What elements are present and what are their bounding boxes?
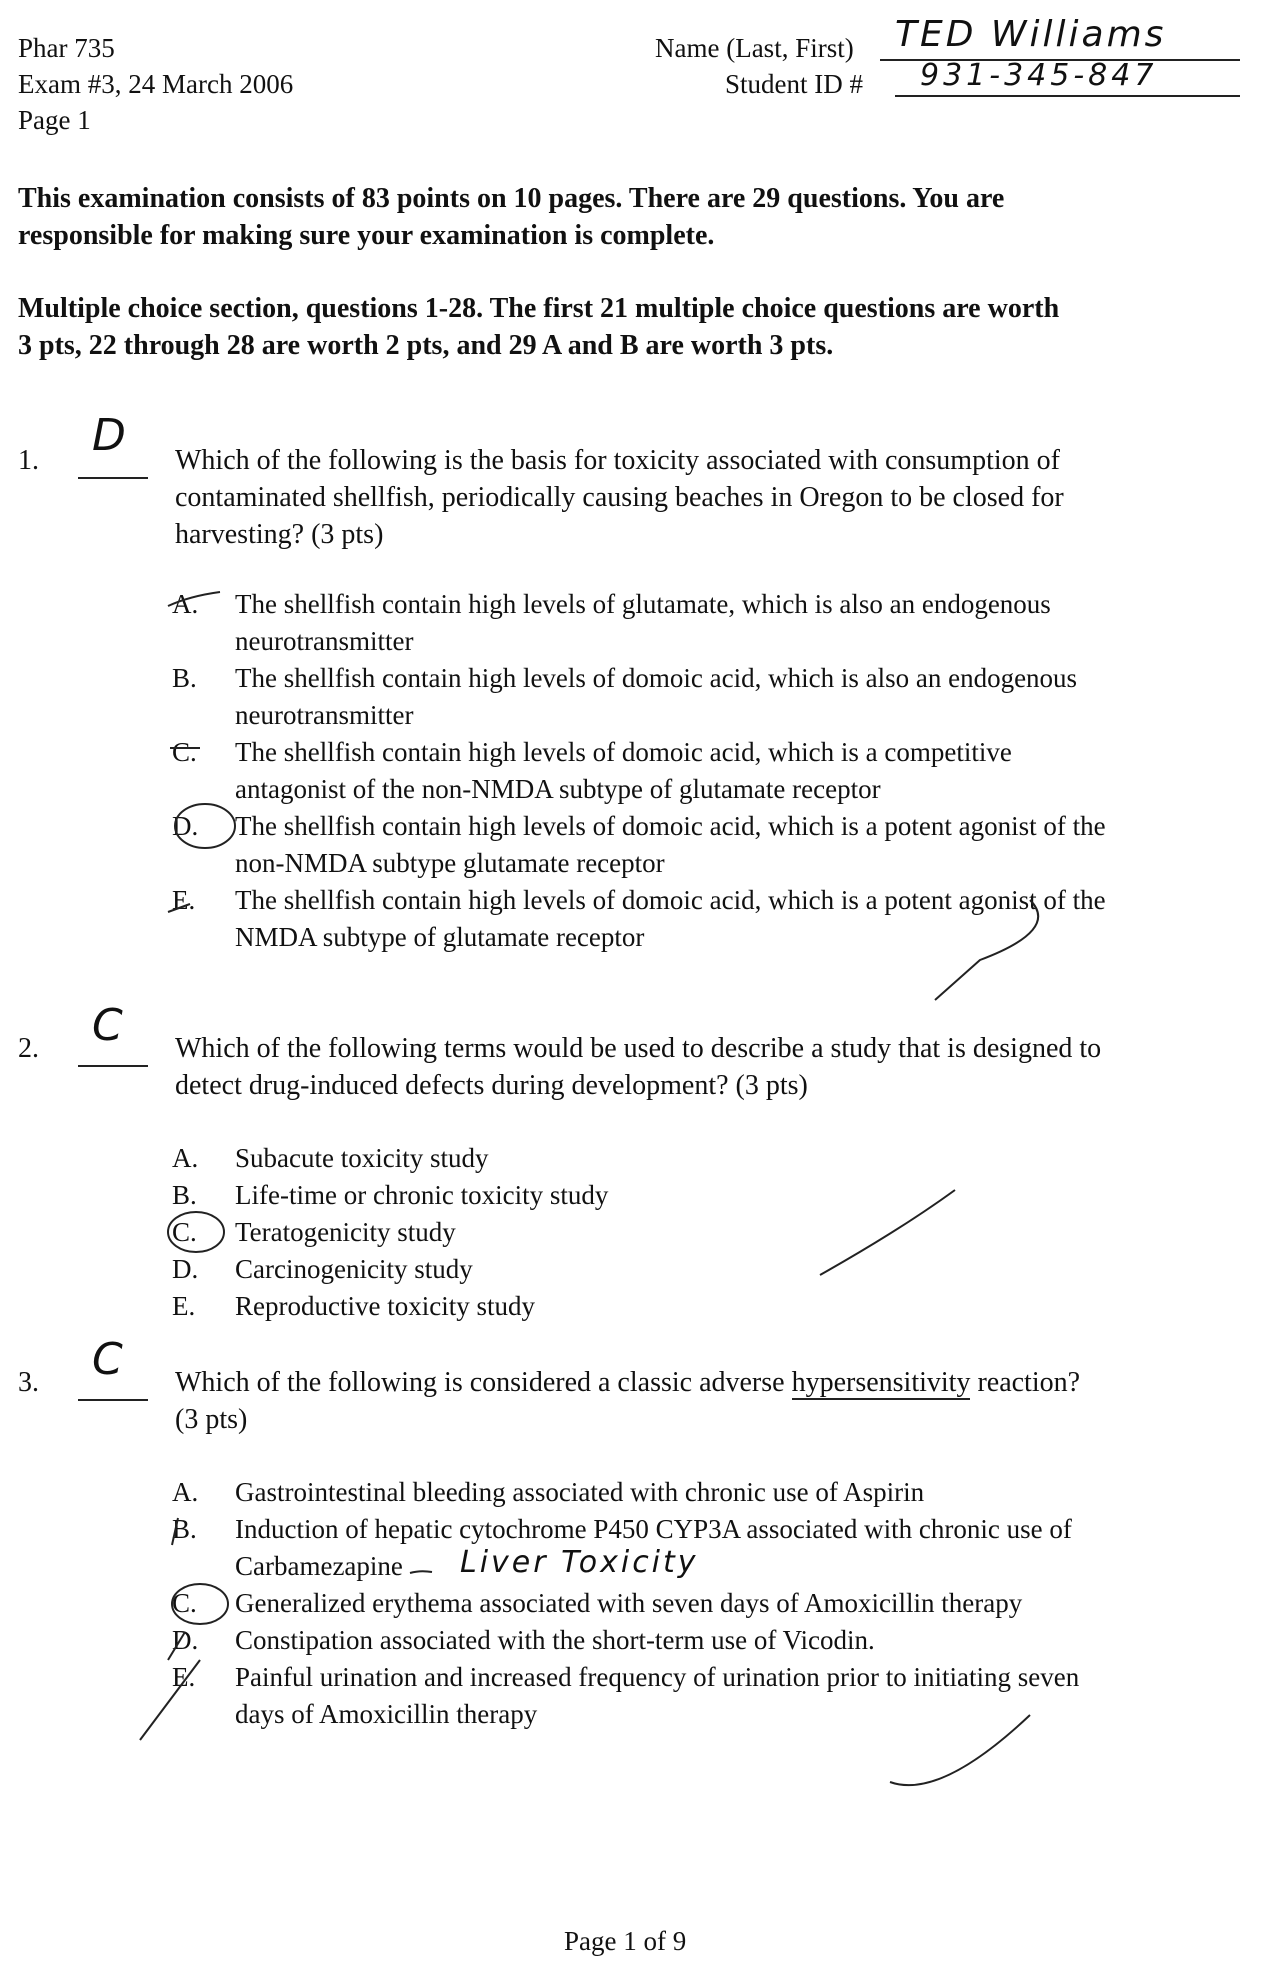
question-text: Which of the following is the basis for toxicity associated with consumption of contaminated shellfish, periodically causing beaches in Oregon to be closed for harvesting? (3 pts) bbox=[175, 445, 1064, 550]
answer-option: Constipation associated with the short-term use of Vicodin. bbox=[235, 1625, 875, 1655]
course-label: Phar 735 bbox=[18, 33, 115, 63]
student-id-label: Student ID # bbox=[725, 69, 863, 99]
option-letter: C. bbox=[172, 737, 197, 767]
answer-option: Carcinogenicity study bbox=[235, 1254, 473, 1284]
option-letter: E. bbox=[172, 885, 196, 915]
page-footer: Page 1 of 9 bbox=[564, 1926, 687, 1956]
name-label: Name (Last, First) bbox=[655, 33, 854, 63]
answer-option: Generalized erythema associated with seven days of Amoxicillin therapy bbox=[235, 1588, 1023, 1618]
margin-note: Liver Toxicity bbox=[460, 1545, 699, 1580]
option-letter: A. bbox=[172, 589, 199, 619]
instructions-line-2: responsible for making sure your examination is complete. bbox=[18, 220, 715, 251]
option-letter: A. bbox=[172, 1477, 199, 1507]
answer-option: Painful urination and increased frequency of urination prior to initiating seven days of Amoxicillin therapy bbox=[235, 1662, 1080, 1729]
answer-option: Subacute toxicity study bbox=[235, 1143, 489, 1173]
answer-option: The shellfish contain high levels of domoic acid, which is a competitive antagonist of the non-NMDA subtype of glutamate receptor bbox=[235, 737, 1012, 804]
answer-option: Gastrointestinal bleeding associated with chronic use of Aspirin bbox=[235, 1477, 925, 1507]
option-letter: B. bbox=[172, 663, 197, 693]
option-letter: B. bbox=[172, 1514, 197, 1544]
option-letter: B. bbox=[172, 1180, 197, 1210]
option-letter: D. bbox=[172, 1254, 199, 1284]
name-handwritten: TED Williams bbox=[895, 14, 1167, 55]
answer-option: Teratogenicity study bbox=[235, 1217, 456, 1247]
question-number: 3. bbox=[18, 1367, 39, 1398]
option-letter: D. bbox=[172, 811, 199, 841]
page-label: Page 1 bbox=[18, 105, 91, 135]
instructions-line-1: This examination consists of 83 points on 10 pages. There are 29 questions. You are bbox=[18, 183, 1005, 214]
answer-option: The shellfish contain high levels of glutamate, which is also an endogenous neurotransmitter bbox=[235, 589, 1051, 656]
handwritten-answer: C bbox=[92, 1334, 123, 1385]
answer-option: The shellfish contain high levels of domoic acid, which is a potent agonist of the non-NMDA subtype glutamate receptor bbox=[235, 811, 1106, 878]
answer-option: The shellfish contain high levels of domoic acid, which is a potent agonist of the NMDA subtype of glutamate receptor bbox=[235, 885, 1106, 952]
answer-option: The shellfish contain high levels of domoic acid, which is also an endogenous neurotransmitter bbox=[235, 663, 1078, 730]
answer-option: Reproductive toxicity study bbox=[235, 1291, 535, 1321]
option-letter: E. bbox=[172, 1662, 196, 1692]
option-letter: D. bbox=[172, 1625, 199, 1655]
handwritten-answer: D bbox=[92, 410, 126, 461]
instructions-line-4: 3 pts, 22 through 28 are worth 2 pts, and 29 A and B are worth 3 pts. bbox=[18, 330, 834, 361]
question-number: 1. bbox=[18, 445, 39, 476]
answer-option: Life-time or chronic toxicity study bbox=[235, 1180, 609, 1210]
option-letter: A. bbox=[172, 1143, 199, 1173]
student-id-handwritten: 931-345-847 bbox=[920, 58, 1158, 93]
exam-label: Exam #3, 24 March 2006 bbox=[18, 69, 294, 99]
handwritten-answer: C bbox=[92, 1000, 123, 1051]
question-number: 2. bbox=[18, 1033, 39, 1064]
question-text: Which of the following is considered a classic adverse hypersensitivity reaction? (3 pts) bbox=[175, 1367, 1081, 1435]
answer-option: Induction of hepatic cytochrome P450 CYP3A associated with chronic use of Carbamezapine bbox=[235, 1514, 1072, 1581]
option-letter: C. bbox=[172, 1217, 197, 1247]
option-letter: E. bbox=[172, 1291, 196, 1321]
instructions-line-3: Multiple choice section, questions 1-28. The first 21 multiple choice questions are worth bbox=[18, 293, 1060, 324]
option-letter: C. bbox=[172, 1588, 197, 1618]
question-text: Which of the following terms would be used to describe a study that is designed to detect drug-induced defects during development? (3 pts) bbox=[175, 1033, 1102, 1101]
